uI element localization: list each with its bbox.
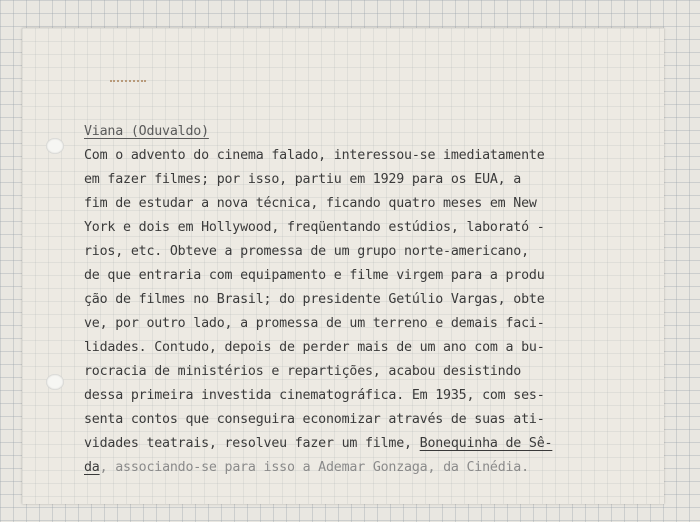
film-title-underlined-end: da [84,460,100,475]
punch-hole-bottom [46,374,64,390]
text-line: dessa primeira investida cinematográfica. Em 1935, com ses- [84,388,545,403]
text-line: lidades. Contudo, depois de perder mais de um ano com a bu- [84,340,545,355]
text-line: fim de estudar a nova técnica, ficando quatro meses em New [84,196,537,211]
text-line: ção de filmes no Brasil; do presidente Getúlio Vargas, obte [84,292,545,307]
text-line: ve, por outro lado, a promessa de um terreno e demais faci- [84,316,545,331]
text-line: em fazer filmes; por isso, partiu em 1929 para os EUA, a [84,172,522,187]
film-title-underlined: Bonequinha de Sê- [419,436,553,451]
text-line-with-film-title [84,432,554,456]
entry-title: Viana (Oduvaldo) [84,124,209,139]
punch-hole-top [46,138,64,154]
text-line: senta contos que conseguira economizar através de suas ati- [84,412,545,427]
pencil-mark [110,80,146,86]
text-line: Com o advento do cinema falado, interessou-se imediatamente [84,148,545,163]
typed-text [84,120,554,480]
text-line: rocracia de ministérios e repartições, acabou desistindo [84,364,522,379]
text-line: de que entraria com equipamento e filme virgem para a produ [84,268,545,283]
last-text-line [84,456,554,480]
text-line: rios, etc. Obteve a promessa de um grupo norte-americano, [84,244,529,259]
text-line: vidades teatrais, resolveu fazer um filme, [84,436,420,451]
text-line: York e dois em Hollywood, freqüentando estúdios, laborató - [84,220,545,235]
text-line-faded: , associando-se para isso a Ademar Gonzaga, da Cinédia. [99,460,529,475]
